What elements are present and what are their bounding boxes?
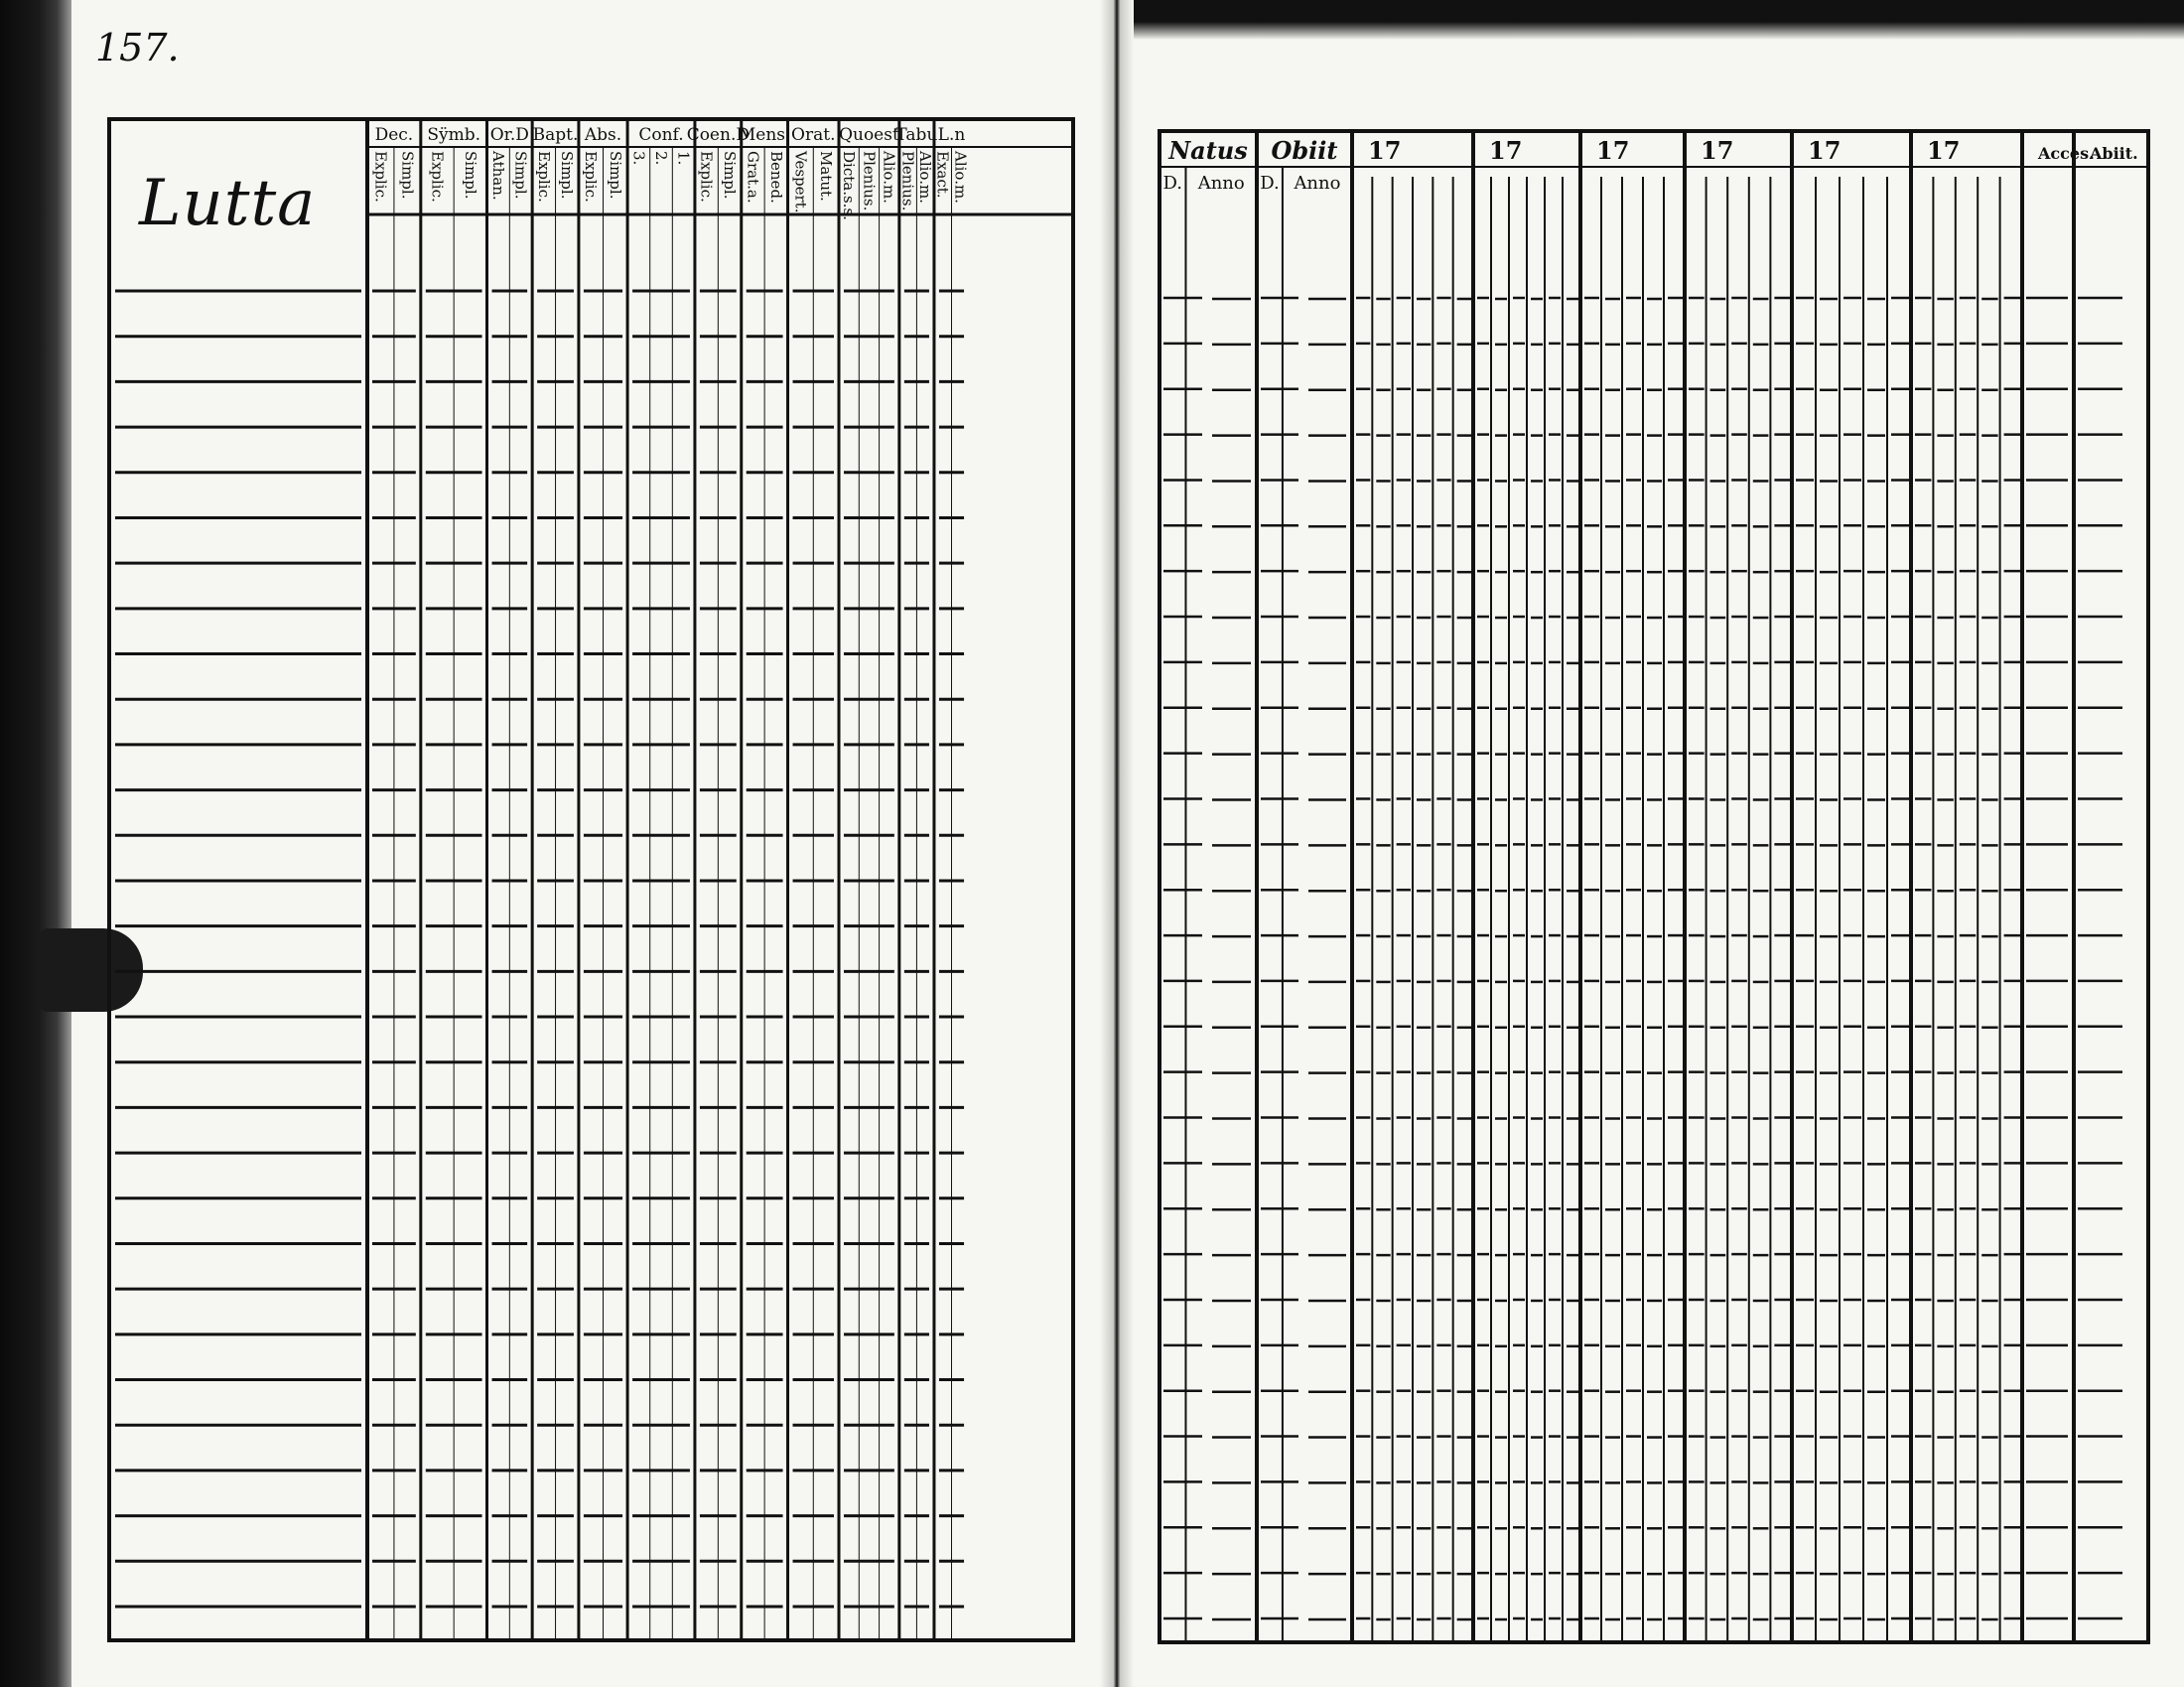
right-group-header: Abiit.	[2090, 144, 2138, 163]
left-register-grid	[107, 117, 1075, 1646]
right-group-header: 17	[1808, 136, 1842, 165]
left-sub-header: Dicta.s.s.	[840, 151, 859, 220]
left-sub-header: Explic.	[697, 151, 716, 203]
right-group-header: 17	[1701, 136, 1734, 165]
top-edge-shadow	[1130, 0, 2184, 40]
parish-name-handwritten: Lutta	[139, 167, 317, 240]
left-register-page	[107, 117, 1075, 1646]
right-sub-header: D.	[1162, 173, 1182, 194]
left-group-header: Quoest	[839, 125, 899, 145]
left-sub-header: 2.	[652, 151, 671, 166]
left-group-header: Bapt.	[532, 125, 579, 145]
right-group-header: 17	[1927, 136, 1961, 165]
left-sub-header: Explic.	[534, 151, 553, 203]
left-sub-header: Simpl.	[558, 151, 577, 200]
left-group-header: L.n	[937, 125, 966, 145]
left-sub-header: Plenius.	[860, 151, 879, 211]
page-number: 157.	[95, 26, 180, 70]
left-sub-header: 1.	[674, 151, 693, 166]
right-group-header: Natus	[1168, 136, 1248, 165]
left-sub-header: Vespert.	[791, 151, 810, 213]
right-group-header: Acces.	[2038, 144, 2095, 163]
left-group-header: Mens.	[738, 125, 791, 145]
left-group-header: Coen.D	[686, 125, 750, 145]
left-sub-header: 3.	[629, 151, 648, 166]
book-gutter	[1100, 0, 1134, 1687]
left-sub-header: Plenius.	[898, 151, 917, 211]
book-binding-left	[0, 0, 71, 1687]
left-group-header: Or.D	[489, 125, 529, 145]
left-sub-header: Explic.	[582, 151, 601, 203]
right-register-grid	[1158, 129, 2150, 1646]
left-sub-header: Grat.a.	[744, 151, 762, 204]
right-register-page	[1158, 129, 2150, 1646]
left-sub-header: Simpl.	[721, 151, 740, 200]
left-sub-header: Bened.	[766, 151, 785, 204]
left-sub-header: Explic.	[371, 151, 390, 203]
left-sub-header: Matut.	[817, 151, 836, 202]
left-sub-header: Athan.	[488, 151, 507, 201]
left-group-header: Abs.	[584, 125, 622, 145]
left-sub-header: Explic.	[428, 151, 447, 203]
left-group-header: Dec.	[374, 125, 414, 145]
right-sub-header: D.	[1260, 173, 1280, 194]
right-group-header: 17	[1489, 136, 1523, 165]
left-sub-header: Simpl.	[606, 151, 624, 200]
right-group-header: Obiit	[1271, 136, 1338, 165]
left-sub-header: Simpl.	[461, 151, 479, 200]
left-sub-header: Simpl.	[511, 151, 530, 200]
right-sub-header: Anno	[1197, 173, 1245, 194]
left-group-header: Conf.	[638, 125, 684, 145]
right-group-header: 17	[1368, 136, 1402, 165]
left-sub-header: Exact.	[933, 151, 952, 199]
left-sub-header: Alio.m.	[880, 151, 898, 204]
left-group-header: Sÿmb.	[427, 125, 480, 145]
left-sub-header: Alio.m.	[916, 151, 935, 204]
left-group-header: Tabu	[895, 125, 938, 145]
left-group-header: Orat.	[791, 125, 836, 145]
left-sub-header: Simpl.	[398, 151, 417, 200]
right-group-header: 17	[1596, 136, 1630, 165]
left-sub-header: Alio.m.	[951, 151, 970, 204]
right-sub-header: Anno	[1294, 173, 1341, 194]
